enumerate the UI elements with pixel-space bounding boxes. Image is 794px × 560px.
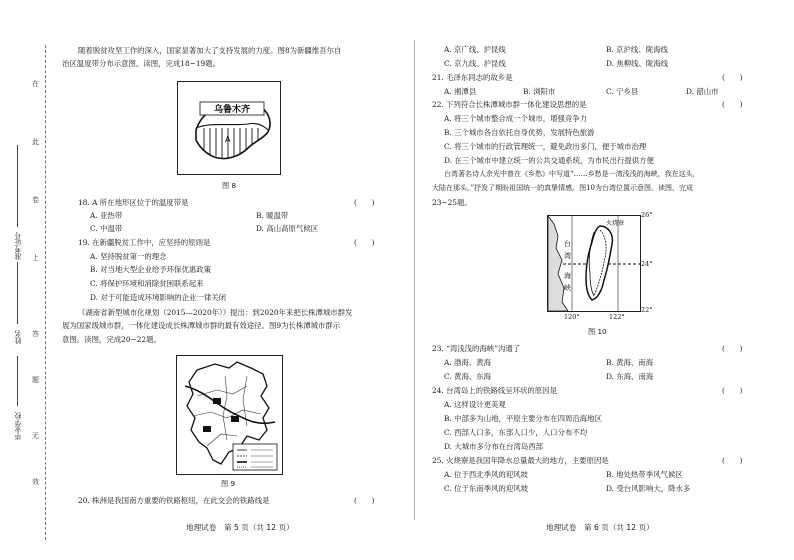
xinjiang-map-svg bbox=[178, 82, 280, 174]
q19-option-b[interactable]: B. 对当地大型企业给予环保优惠政策 bbox=[90, 265, 211, 274]
school-field[interactable] bbox=[17, 356, 18, 406]
fig10-lat-24: 24° bbox=[641, 260, 653, 268]
poem-intro: 大陆在那头。”抒发了期盼祖国统一的真挚情感。图10为台湾位置示意图。读图，完成 bbox=[432, 184, 693, 192]
margin-mark: 效 bbox=[32, 478, 39, 486]
fig10-label-huoshaoliao: 火烧寮 bbox=[606, 220, 625, 227]
q25-option-b[interactable]: B. 地处热带季风气候区 bbox=[606, 470, 683, 479]
student-name-label: 姓名 bbox=[14, 330, 22, 344]
q21-stem: 21. 毛泽东同志的故乡是 bbox=[432, 73, 513, 82]
q20-option-d[interactable]: D. 焦柳线、陇海线 bbox=[606, 59, 669, 68]
poem-intro: 台湾著名诗人余光中曾在《乡愁》中写道“……乡愁是一湾浅浅的海峡，我在这头， bbox=[444, 170, 700, 178]
figure-8-caption: 图 8 bbox=[222, 181, 237, 190]
q19-option-a[interactable]: A. 坚持脱贫第一的理念 bbox=[90, 252, 167, 261]
q24-option-d[interactable]: D. 大城市多分布在台湾岛西部 bbox=[444, 442, 544, 451]
q25-answer-paren[interactable]: ( ) bbox=[722, 456, 743, 465]
figure-9-map bbox=[176, 355, 283, 475]
q23-option-d[interactable]: D. 东海、南海 bbox=[606, 372, 654, 381]
exam-number-field[interactable] bbox=[17, 145, 18, 227]
q25-option-d[interactable]: D. 受台风影响大，降水多 bbox=[606, 484, 691, 493]
intro2-text: 《湖南省新型城市化规划（2015—2020年）》提出：到2020年来把长株潭城市群发 bbox=[78, 308, 353, 317]
column-divider bbox=[414, 40, 415, 520]
q25-stem: 25. 火烧寮是我国年降水总量最大的地方，主要原因是 bbox=[432, 456, 609, 465]
q22-answer-paren[interactable]: ( ) bbox=[722, 100, 743, 109]
fig8-city-label: 乌鲁木齐 bbox=[213, 105, 251, 115]
q24-option-a[interactable]: A. 这样设计更美观 bbox=[444, 400, 506, 409]
binding-dashed-line bbox=[45, 45, 46, 540]
figure-10-caption: 图 10 bbox=[588, 327, 607, 336]
q25-option-a[interactable]: A. 位于西北季风的迎风坡 bbox=[444, 470, 528, 479]
q24-stem: 24. 台湾岛上的铁路线呈环状的原因是 bbox=[432, 386, 557, 395]
page-footer-right: 地理试卷 第 6 页（共 12 页） bbox=[546, 523, 654, 532]
fig10-lon-122: 122° bbox=[609, 313, 625, 321]
q24-option-c[interactable]: C. 西部人口多，东部人口少，人口分布不均 bbox=[444, 428, 588, 437]
q20-stem: 20. 株洲是我国南方重要的铁路枢纽，在此交会的铁路线是 bbox=[78, 496, 270, 505]
exam-number-label: 准考证号 bbox=[14, 232, 22, 260]
q18-answer-paren[interactable]: ( ) bbox=[354, 198, 375, 207]
student-name-field[interactable] bbox=[17, 262, 18, 324]
margin-mark: 无 bbox=[32, 432, 39, 440]
q22-option-a[interactable]: A. 将三个城市整合成一个城市，增强竞争力 bbox=[444, 114, 588, 123]
fig10-lat-22: 22° bbox=[641, 306, 653, 314]
page-footer-left: 地理试卷 第 5 页（共 12 页） bbox=[186, 523, 294, 532]
q22-stem: 22. 下列符合长株潭城市群一体化建设思想的是 bbox=[432, 100, 587, 109]
q20-option-a[interactable]: A. 京广线、沪昆线 bbox=[444, 45, 506, 54]
svg-text:A: A bbox=[225, 135, 231, 144]
q21-option-a[interactable]: A. 湘潭县 bbox=[444, 87, 477, 96]
q24-answer-paren[interactable]: ( ) bbox=[722, 386, 743, 395]
margin-mark: 题 bbox=[32, 376, 39, 384]
q18-option-d[interactable]: D. 高山高原气候区 bbox=[256, 224, 319, 233]
q23-option-c[interactable]: C. 黄海、东海 bbox=[444, 372, 492, 381]
changzhutan-map-svg bbox=[177, 356, 282, 474]
q21-answer-paren[interactable]: ( ) bbox=[722, 73, 743, 82]
q23-option-b[interactable]: B. 黄海、南海 bbox=[606, 358, 654, 367]
fig10-label-tai: 台 bbox=[564, 240, 571, 248]
margin-mark: 答 bbox=[32, 330, 39, 338]
intro-text: 治区温度带分布示意图。读图，完成18~19题。 bbox=[62, 59, 221, 68]
q21-option-c[interactable]: C. 宁乡县 bbox=[606, 87, 639, 96]
q20-option-b[interactable]: B. 京沪线、陇海线 bbox=[606, 45, 668, 54]
q23-answer-paren[interactable]: ( ) bbox=[722, 344, 743, 353]
q21-option-d[interactable]: D. 韶山市 bbox=[686, 87, 719, 96]
margin-mark: 卷 bbox=[32, 196, 39, 204]
q19-answer-paren[interactable]: ( ) bbox=[354, 238, 375, 247]
figure-8-map bbox=[177, 81, 281, 175]
q23-stem: 23. “湾浅浅的海峡”沟通了 bbox=[432, 344, 521, 353]
figure-10-map bbox=[547, 215, 641, 312]
fig10-label-hai: 海 bbox=[564, 272, 571, 280]
poem-intro: 23~25题。 bbox=[432, 198, 472, 207]
fig10-lon-120: 120° bbox=[564, 313, 580, 321]
q19-option-c[interactable]: C. 将保护环境和消除贫困联系起来 bbox=[90, 279, 204, 288]
margin-mark: 在 bbox=[32, 80, 39, 88]
taiwan-map-svg bbox=[548, 216, 640, 311]
q20-option-c[interactable]: C. 京九线、沪昆线 bbox=[444, 59, 506, 68]
q18-stem: 18. A 所在地形区位于的温度带是 bbox=[78, 198, 189, 207]
q18-option-b[interactable]: B. 暖温带 bbox=[256, 211, 289, 220]
fig10-label-xia: 峡 bbox=[564, 284, 571, 292]
q22-option-c[interactable]: C. 将三个城市的行政管理统一，避免政出多门，便于城市治理 bbox=[444, 142, 647, 151]
q21-option-b[interactable]: B. 浏阳市 bbox=[523, 87, 556, 96]
q20-answer-paren[interactable]: ( ) bbox=[354, 496, 375, 505]
q19-stem: 19. 在新疆脱贫工作中，应坚持的原则是 bbox=[78, 238, 211, 247]
school-label: 毕业学校 bbox=[14, 412, 22, 440]
q24-option-b[interactable]: B. 中部多为山地，平原主要分布在四周沿海地区 bbox=[444, 414, 602, 423]
intro2-text: 意图。读图，完成20~22题。 bbox=[62, 335, 161, 344]
fig10-lat-26: 26° bbox=[641, 211, 653, 219]
q19-option-d[interactable]: D. 对于可能造成环境影响的企业一律关闭 bbox=[90, 293, 227, 302]
margin-mark: 上 bbox=[32, 254, 39, 262]
q18-option-a[interactable]: A. 亚热带 bbox=[90, 211, 123, 220]
figure-9-caption: 图 9 bbox=[221, 479, 236, 488]
q22-option-b[interactable]: B. 三个城市各自依托自身优势，发展特色旅游 bbox=[444, 128, 595, 137]
q25-option-c[interactable]: C. 位于东南季风的迎风坡 bbox=[444, 484, 528, 493]
intro2-text: 展为国家级城市群，一体化建设成长株潭城市群的最有效途径。图9为长株潭城市群示 bbox=[62, 321, 341, 330]
fig10-label-wan: 湾 bbox=[564, 252, 571, 260]
intro-text: 随着脱贫攻坚工作的深入，国家显著加大了支持发展的力度。图8为新疆维吾尔自 bbox=[78, 46, 342, 55]
margin-mark: 此 bbox=[32, 138, 39, 146]
q23-option-a[interactable]: A. 渤海、黄海 bbox=[444, 358, 491, 367]
q22-option-d[interactable]: D. 在三个城市中建立统一的公共交通系统，为市民出行提供方便 bbox=[444, 156, 654, 165]
q18-option-c[interactable]: C. 中温带 bbox=[90, 224, 123, 233]
